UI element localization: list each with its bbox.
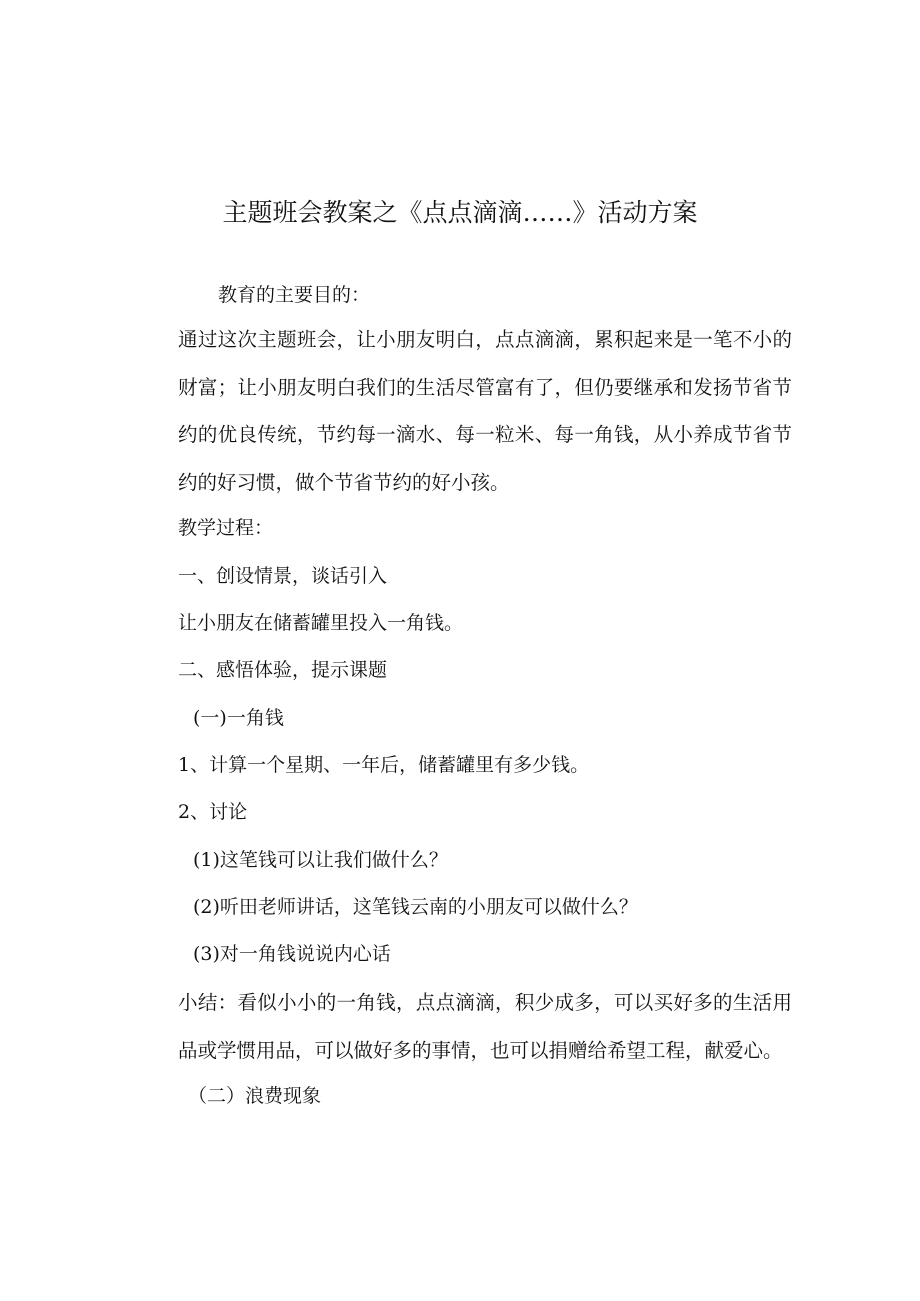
purpose-heading: 教育的主要目的： <box>218 284 371 306</box>
section-2-heading: 二、感悟体验，提示课题 <box>178 659 388 681</box>
summary-text: 小结：看似小小的一角钱，点点滴滴，积少成多，可以买好多的生活用品或学惯用品，可以做好多的事情，也可以捐赠给希望工程，献爱心。 <box>178 991 792 1062</box>
process-heading: 教学过程： <box>178 517 274 539</box>
question-1: (1)这笔钱可以让我们做什么？ <box>193 849 448 871</box>
question-3: (3)对一角钱说说内心话 <box>193 943 391 965</box>
purpose-paragraph <box>178 316 792 506</box>
subsection-2-heading: （二）浪费现象 <box>188 1085 322 1107</box>
section-1-text: 让小朋友在储蓄罐里投入一角钱。 <box>178 612 464 634</box>
question-2: (2)听田老师讲话，这笔钱云南的小朋友可以做什么？ <box>193 896 638 918</box>
summary-paragraph <box>178 979 792 1074</box>
item-2: 2、讨论 <box>178 801 248 823</box>
section-1-heading: 一、创设情景，谈话引入 <box>178 565 388 587</box>
purpose-body: 通过这次主题班会，让小朋友明白，点点滴滴，累积起来是一笔不小的财富；让小朋友明白我们的生活尽管富有了，但仍要继承和发扬节省节约的优良传统，节约每一滴水、每一粒米、每一角钱，从小养成节省节约的好习惯，做个节省节约的好小孩。 <box>178 328 792 494</box>
document-title: 主题班会教案之《点点滴滴……》活动方案 <box>222 198 698 227</box>
item-1: 1、计算一个星期、一年后，储蓄罐里有多少钱。 <box>178 754 590 776</box>
subsection-1-heading: (一)一角钱 <box>193 707 284 729</box>
